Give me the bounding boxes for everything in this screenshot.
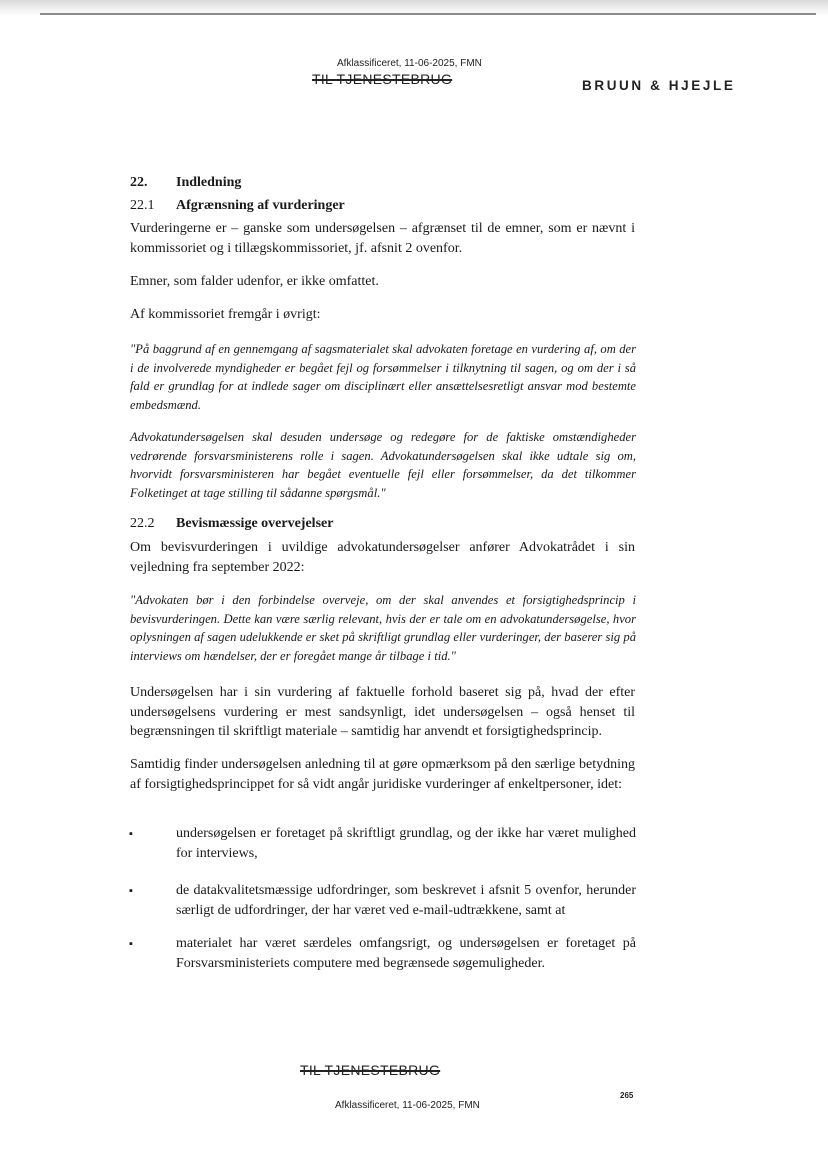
paragraph-assessment: Undersøgelsen har i sin vurdering af faktuelle forhold baseret sig på, hvad der efter undersøgelsens vurdering er mest sandsynligt, idet undersøgelsen – også henset til begrænsningen til skriftligt materiale – samtidig har anvendt et forsigtighedsprincip. bbox=[130, 685, 635, 739]
paragraph-precaution: Samtidig finder undersøgelsen anledning til at gøre opmærksom på den særlige betydning af forsigtighedsprincippet for så vidt angår juridiske vurderinger af enkeltpersoner, idet: bbox=[130, 757, 635, 792]
subsection-number-1: 22.1 bbox=[130, 198, 155, 213]
list-item: undersøgelsen er foretaget på skriftligt grundlag, og der ikke har været mulighed for interviews, bbox=[176, 826, 636, 861]
quote-mandate-2: Advokatundersøgelsen skal desuden undersøge og redegøre for de faktiske omstændigheder vedrørende forsvarsministerens rolle i sagen. Advokatundersøgelsen skal ikke udtale sig om, hvorvidt forsvarsministeren har begået eventuelle fejl eller forsømmelser, da det tilkommer Folketinget at tage stilling til sådanne spørgsmål." bbox=[130, 430, 636, 500]
subsection-number-2: 22.2 bbox=[130, 516, 155, 531]
paragraph-evidence-intro: Om bevisvurderingen i uvildige advokatundersøgelser anfører Advokatrådet i sin vejledning fra september 2022: bbox=[130, 540, 635, 575]
paragraph-scope: Vurderingerne er – ganske som undersøgelsen – afgrænset til de emner, som er nævnt i kommissoriet og i tillægskommissoriet, jf. afsnit 2 ovenfor. bbox=[130, 221, 635, 256]
classification-stamp-top: TIL TJENESTEBRUG bbox=[312, 71, 453, 87]
firm-logo: BRUUN & HJEJLE bbox=[582, 78, 736, 93]
declassified-stamp-top: Afklassificeret, 11-06-2025, FMN bbox=[337, 58, 482, 69]
bullet-marker: ▪ bbox=[129, 828, 133, 840]
bullet-marker: ▪ bbox=[129, 938, 133, 950]
scan-line bbox=[40, 13, 816, 15]
paragraph-excluded: Emner, som falder udenfor, er ikke omfattet. bbox=[130, 274, 379, 289]
declassified-stamp-bottom: Afklassificeret, 11-06-2025, FMN bbox=[335, 1100, 480, 1111]
quote-advokatraadet: "Advokaten bør i den forbindelse overveje, om der skal anvendes et forsigtighedsprincip i bevisvurderingen. Dette kan være særlig relevant, hvis der er tale om en advokatundersøgelse, hvor oplysningen af sagen udelukkende er sket på skriftligt grundlag eller vurderinger, der baserer sig på interviews om hændelser, der er foregået mange år tilbage i tid." bbox=[130, 593, 636, 663]
subsection-heading-2 bbox=[130, 516, 333, 532]
quote-mandate-1: "På baggrund af en gennemgang af sagsmaterialet skal advokaten foretage en vurdering af, om der i de involverede myndigheder er begået fejl og forsømmelser i tilknytning til sagen, og om der i så fald er grundlag for at indlede sager om disciplinært eller ansættelsesretligt ansvar mod bestemte embedsmænd. bbox=[130, 342, 636, 412]
section-heading bbox=[130, 175, 241, 191]
section-number: 22. bbox=[130, 175, 148, 190]
paragraph-mandate-intro: Af kommissoriet fremgår i øvrigt: bbox=[130, 307, 321, 322]
classification-stamp-bottom: TIL TJENESTEBRUG bbox=[300, 1062, 441, 1078]
subsection-title-2: Bevismæssige overvejelser bbox=[176, 516, 334, 531]
subsection-heading-1 bbox=[130, 198, 345, 214]
list-item: materialet har været særdeles omfangsrigt, og undersøgelsen er foretaget på Forsvarsministeriets computere med begrænsede søgemuligheder. bbox=[176, 936, 636, 971]
list-item: de datakvalitetsmæssige udfordringer, som beskrevet i afsnit 5 ovenfor, herunder særligt de udfordringer, der har været ved e-mail-udtrækkene, samt at bbox=[176, 883, 636, 918]
bullet-marker: ▪ bbox=[129, 885, 133, 897]
section-title: Indledning bbox=[176, 175, 242, 190]
subsection-title-1: Afgrænsning af vurderinger bbox=[176, 198, 345, 213]
page-number: 265 bbox=[620, 1091, 634, 1100]
